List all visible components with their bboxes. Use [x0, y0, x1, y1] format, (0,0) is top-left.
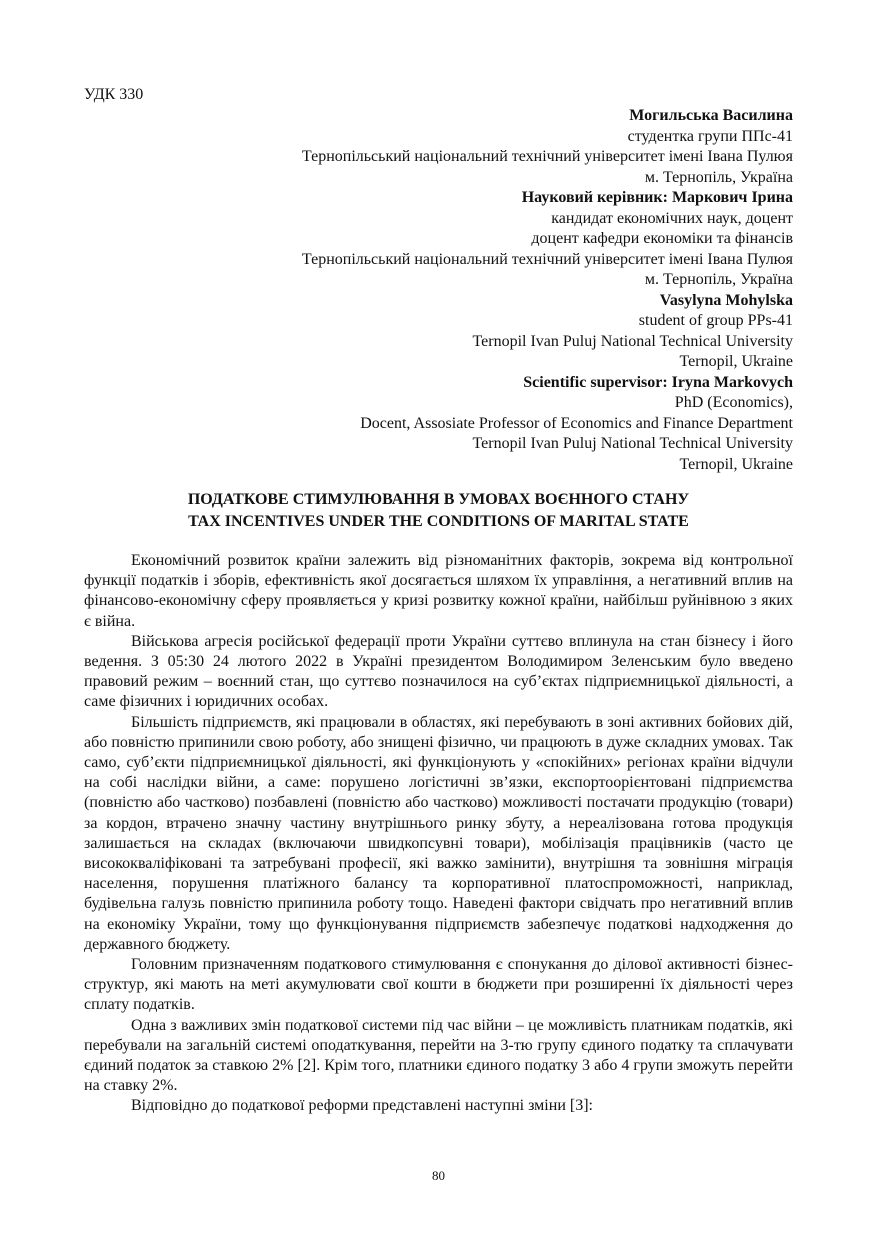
author-line: м. Тернопіль, Україна [644, 271, 793, 288]
body-text [84, 551, 793, 1117]
paragraph: Економічний розвиток країни залежить від різноманітних факторів, зокрема від контрольної функції податків і зборів, ефективність якої досягається шляхом їх управління, а негативний вплив на фінансово-економічну сферу проявляється у кризі розвитку кожної країни, найбільш руйнівною з яких є війна. [84, 552, 793, 630]
author-line: Могильська Василина [629, 107, 793, 124]
paragraph: Більшість підприємств, які працювали в областях, які перебувають в зоні активних бойових дій, або повністю припинили свою роботу, або знищені фізично, чи працюють в дуже складних умовах. Так само, суб’єкти підприємницької діяльності, які функціонують у «спокійних» регіонах країни відчули на собі наслідки війни, а саме: порушено логістичні зв’язки, експортоорієнтовані підприємства (повністю або частково) позбавлені (повністю або частково) можливості постачати продукцію (товари) за кордон, втрачено значну частину внутрішнього ринку збуту, а нереалізована готова продукція залишається на складах (включаючи швидкопсувні товари), мобілізація працівників (часто це висококваліфіковані та затребувані професії, які важко замінити), внутрішня та зовнішня міграція населення, порушення платіжного балансу та корпоративної платоспроможності, наприклад, будівельна галузь повністю припинила роботу тощо. Наведені фактори свідчать про негативний вплив на економіку України, тому що функціонування підприємств забезпечує податкові надходження до державного бюджету. [84, 713, 793, 953]
author-line: Ternopil Ivan Puluj National Technical University [472, 332, 793, 350]
paragraph: Військова агресія російської федерації проти України суттєво вплинула на стан бізнесу і його ведення. З 05:30 24 лютого 2022 в Україні президентом Володимиром Зеленським було введено правовий режим – воєнний стан, що суттєво позначилося на суб’єктах підприємницької діяльності, а саме фізичних і юридичних особах. [84, 632, 793, 711]
author-line: Docent, Assosiate Professor of Economics and Finance Department [360, 414, 793, 432]
author-line: Науковий керівник: Маркович Ірина [521, 189, 793, 206]
author-line: PhD (Economics), [674, 394, 793, 411]
paper-title [84, 489, 793, 533]
author-line: доцент кафедри економіки та фінансів [531, 230, 793, 247]
author-line: Ternopil, Ukraine [679, 353, 793, 370]
author-line: м. Тернопіль, Україна [644, 168, 793, 186]
paragraph: Одна з важливих змін податкової системи під час війни – це можливість платникам податків, які перебували на загальній системі оподаткування, перейти на 3-тю групу єдиного податку та сплачувати єдиний податок за ставкою 2% [2]. Крім того, платники єдиного податку 3 або 4 групи зможуть перейти на ставку 2%. [84, 1016, 793, 1095]
author-line: кандидат економічних наук, доцент [551, 209, 793, 227]
author-line: student of group PPs-41 [638, 312, 793, 329]
author-line: Тернопільський національний технічний університет імені Івана Пулюя [301, 250, 793, 268]
paragraph: Головним призначенням податкового стимулювання є спонукання до ділової активності бізнес-структур, які мають на меті акумулювати свої кошти в бюджети при розширенні їх діяльності через сплату податків. [84, 956, 793, 1014]
author-line: Vasylyna Mohylska [659, 291, 793, 309]
page-number: 80 [432, 1168, 445, 1183]
udc-code: УДК 330 [84, 86, 144, 103]
author-line: Тернопільський національний технічний університет імені Івана Пулюя [301, 148, 793, 165]
title-english: TAX INCENTIVES UNDER THE CONDITIONS OF MARITAL STATE [188, 513, 689, 530]
author-block [84, 106, 793, 475]
title-ukrainian: ПОДАТКОВЕ СТИМУЛЮВАННЯ В УМОВАХ ВОЄННОГО СТАНУ [187, 491, 690, 508]
paragraph: Відповідно до податкової реформи представлені наступні зміни [3]: [131, 1097, 593, 1115]
author-line: Scientific supervisor: Iryna Markovych [523, 373, 793, 391]
author-line: Ternopil, Ukraine [679, 455, 793, 473]
author-line: Ternopil Ivan Puluj National Technical University [472, 435, 793, 452]
author-line: студентка групи ППс-41 [627, 127, 793, 145]
